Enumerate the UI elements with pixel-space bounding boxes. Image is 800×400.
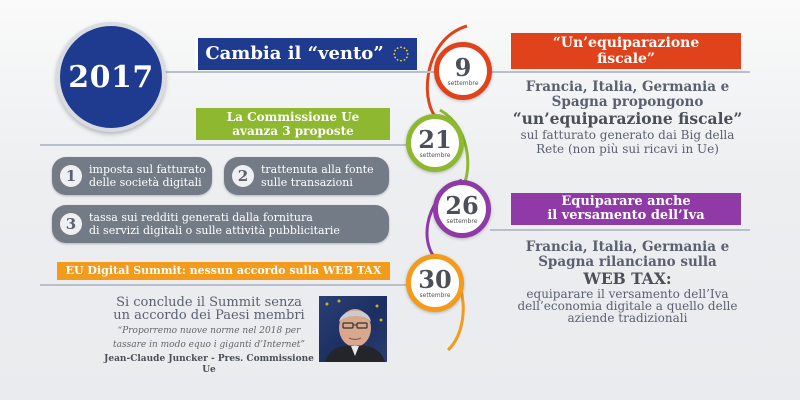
header-iva [511,193,741,225]
header-vento [195,38,417,70]
block-26-bold-1: Francia, Italia, Germania e [525,239,730,255]
block-26-small-3: aziende tradizionali [567,311,688,325]
header-iva-line2: il versamento dell’Iva [547,208,705,223]
block-26-settembre [505,240,750,324]
header-summit [57,262,390,280]
header-equiparazione [511,33,741,69]
proposal-text-line2: sulle transazioni [261,176,353,189]
date-day: 21 [418,124,452,154]
separator-commissione [40,144,406,146]
eu-flag-icon [392,45,410,63]
header-vento-label: Cambia il “vento” [205,43,384,64]
date-month: settembre [447,79,479,87]
portrait-illustration [319,296,387,362]
header-commissione-line2: avanza 3 proposte [232,124,354,138]
header-summit-label: EU Digital Summit: nessun accordo sulla WEB TAX [65,264,382,277]
juncker-photo [319,296,387,362]
header-commissione [196,108,390,140]
date-month: settembre [446,217,478,225]
date-day: 9 [454,52,472,82]
header-equip-line2: fiscale” [597,51,655,67]
proposal-text-line1: imposta sul fatturato [89,163,206,176]
separator-vento [160,71,435,73]
proposal-3 [52,205,389,243]
block-26-highlight: WEB TAX: [583,269,672,288]
block-9-bold-1: Francia, Italia, Germania e [525,79,730,95]
date-month: settembre [419,151,451,159]
date-circle-9 [434,42,492,100]
summit-quote-2: tassare in modo equo i giganti d’Internet” [113,340,305,350]
block-9-settembre [505,80,750,156]
year-badge [56,22,166,132]
date-circle-21 [406,114,464,172]
summit-conclusion-2: un accordo dei Paesi membri [113,308,305,323]
separator-summit [40,284,406,286]
header-equip-line1: “Un’equiparazione [552,35,700,51]
block-26-small-1: equiparare il versamento dell’Iva [526,287,729,301]
year-label: 2017 [68,59,154,95]
separator-equip [490,71,750,73]
block-9-small-1: sul fatturato generato dai Big della [520,128,735,142]
block-26-bold-2: Spagna rilanciano sulla [538,254,717,270]
proposal-text-line2: delle società digitali [89,176,202,189]
date-circle-26 [433,180,491,238]
date-circle-30 [406,254,464,312]
block-9-bold-2: Spagna propongono [551,94,704,110]
proposal-number: 2 [232,165,254,187]
proposal-number: 1 [60,165,82,187]
block-26-small-2: dell’economia digitale a quello delle [517,299,738,313]
date-day: 30 [418,264,452,294]
proposal-text-line1: trattenuta alla fonte [261,163,374,176]
header-commissione-line1: La Commissione Ue [226,110,360,124]
summit-quote-1: “Proporremo nuove norme nel 2018 per [117,326,301,336]
proposal-2 [224,157,389,195]
summit-author: Jean-Claude Juncker - Pres. Commissione Ue [104,354,314,375]
separator-iva [490,229,750,231]
proposal-text-line1: tassa sui redditi generati dalla fornitura [89,211,313,224]
proposal-1 [52,157,212,195]
summit-text [100,296,318,376]
header-iva-line1: Equiparare anche [561,194,691,209]
date-day: 26 [445,190,479,220]
proposal-text-line2: di servizi digitali o sulle attività pubblicitarie [89,224,340,237]
block-9-small-2: Rete (non più sui ricavi in Ue) [536,142,719,156]
date-month: settembre [419,291,451,299]
summit-conclusion-1: Si conclude il Summit senza [116,295,302,310]
block-9-highlight: “un’equiparazione fiscale” [512,109,743,128]
proposal-number: 3 [60,213,82,235]
